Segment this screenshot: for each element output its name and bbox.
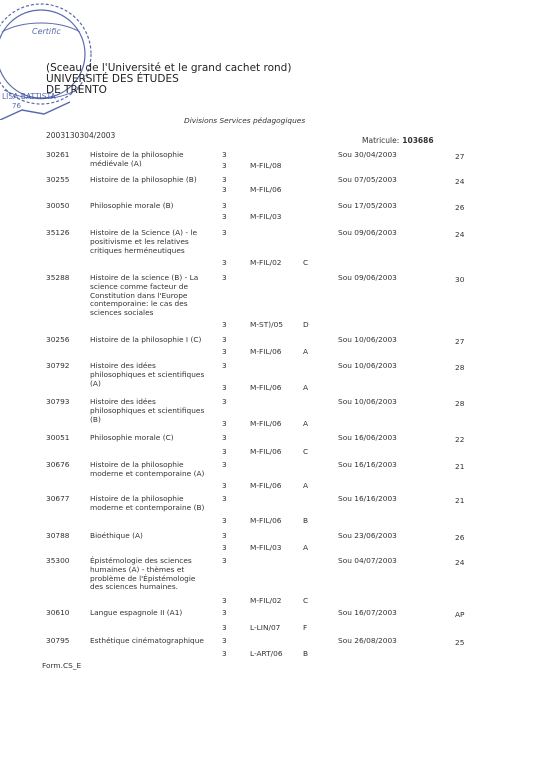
course-credits-2: 3 [222,649,227,658]
course-grade: 24 [455,177,465,186]
course-credits-1: 3 [222,150,227,159]
course-title: Histoire de la philosophie moderne et contemporaine (A) [90,460,205,478]
course-credits-1: 3 [222,361,227,370]
course-title: Histoire des idées philosophiques et scientifiques (B) [90,397,205,424]
seal-number: 76 [12,102,21,110]
course-level: A [303,543,309,552]
course-title: Histoire de la Science (A) - le positivisme et les relatives critiques herméneutiques [90,228,198,255]
course-title: Histoire de la science (B) - La science comme facteur de Constitution dans l'Europe contemporaine: le cas des sciences sociales [90,273,199,318]
matricule-value: 103686 [402,136,434,145]
course-level: C [303,258,309,267]
course-credits-1: 3 [222,433,227,442]
course-grade: 27 [455,152,465,161]
course-grade: 21 [455,462,465,471]
course-level: C [303,596,309,605]
university-seal [0,2,100,120]
course-exam-date: Sou 04/07/2003 [338,556,397,565]
form-code: Form.CS_E [42,661,82,670]
course-credits-2: 3 [222,543,227,552]
course-credits-2: 3 [222,320,227,329]
course-credits-1: 3 [222,228,227,237]
course-exam-date: Sou 23/06/2003 [338,531,397,540]
course-level: F [303,623,308,632]
course-ssd: L-LIN/07 [250,623,281,632]
course-credits-2: 3 [222,185,227,194]
course-credits-2: 3 [222,419,227,428]
course-exam-date: Sou 16/06/2003 [338,433,397,442]
course-credits-2: 3 [222,516,227,525]
course-credits-2: 3 [222,623,227,632]
course-code: 30261 [46,150,70,159]
course-ssd: M-FIL/06 [250,447,282,456]
course-code: 30050 [46,201,70,210]
course-ssd: M-FIL/03 [250,543,282,552]
course-code: 30795 [46,636,70,645]
course-credits-1: 3 [222,397,227,406]
course-credits-2: 3 [222,596,227,605]
course-title: Histoire de la philosophie médiévale (A) [90,150,184,168]
course-grade: 24 [455,230,465,239]
university-name-line1: UNIVERSITÉ DES ÉTUDES [46,73,179,85]
course-grade: 26 [455,533,465,542]
course-code: 30051 [46,433,70,442]
course-code: 30788 [46,531,70,540]
course-grade: 27 [455,337,465,346]
course-exam-date: Sou 30/04/2003 [338,150,397,159]
course-credits-2: 3 [222,481,227,490]
course-code: 30256 [46,335,70,344]
course-title: Épistémologie des sciences humaines (A) - thèmes et problème de l'Épistémologie des sciences humaines. [90,556,196,592]
course-ssd: M-FIL/06 [250,347,282,356]
course-exam-date: Sou 26/08/2003 [338,636,397,645]
course-credits-1: 3 [222,201,227,210]
matricule [362,136,434,145]
course-title: Histoire des idées philosophiques et scientifiques (A) [90,361,205,388]
division-label: Divisions Services pédagogiques [184,116,306,125]
course-credits-1: 3 [222,531,227,540]
course-grade: 28 [455,363,465,372]
course-level: A [303,383,309,392]
course-exam-date: Sou 17/05/2003 [338,201,397,210]
university-name-line2: DE TRENTO [46,84,107,96]
course-credits-2: 3 [222,258,227,267]
seal-name: LISA BATTISTA [2,92,56,101]
course-ssd: M-FIL/06 [250,481,282,490]
course-exam-date: Sou 10/06/2003 [338,361,397,370]
course-grade: 21 [455,496,465,505]
course-code: 30793 [46,397,70,406]
course-grade: 26 [455,203,465,212]
course-title: Histoire de la philosophie I (C) [90,335,202,344]
course-exam-date: Sou 07/05/2003 [338,175,397,184]
course-code: 35126 [46,228,70,237]
course-ssd: M-FIL/08 [250,161,282,170]
course-code: 30792 [46,361,70,370]
course-grade: 24 [455,558,465,567]
seal-note: (Sceau de l'Université et le grand cachet rond) [46,62,292,74]
course-title: Langue espagnole II (A1) [90,608,183,617]
course-credits-1: 3 [222,460,227,469]
course-grade: 22 [455,435,465,444]
course-exam-date: Sou 16/16/2003 [338,460,397,469]
course-level: B [303,649,309,658]
course-credits-1: 3 [222,556,227,565]
course-grade: AP [455,610,465,619]
course-level: A [303,481,309,490]
course-grade: 28 [455,399,465,408]
course-ssd: M-FIL/02 [250,596,282,605]
course-code: 30255 [46,175,70,184]
course-title: Philosophie morale (B) [90,201,174,210]
course-credits-1: 3 [222,335,227,344]
course-ssd: M-FIL/03 [250,212,282,221]
course-title: Histoire de la philosophie moderne et contemporaine (B) [90,494,205,512]
course-level: D [303,320,309,329]
course-credits-2: 3 [222,212,227,221]
course-ssd: M-FIL/06 [250,185,282,194]
course-code: 35288 [46,273,70,282]
course-code: 30677 [46,494,70,503]
course-title: Histoire de la philosophie (B) [90,175,197,184]
course-exam-date: Sou 09/06/2003 [338,228,397,237]
course-ssd: M-FIL/06 [250,419,282,428]
course-credits-1: 3 [222,175,227,184]
course-credits-2: 3 [222,161,227,170]
course-ssd: M-FIL/06 [250,516,282,525]
course-credits-1: 3 [222,494,227,503]
course-credits-2: 3 [222,447,227,456]
course-title: Bioéthique (A) [90,531,143,540]
course-credits-2: 3 [222,347,227,356]
course-code: 30676 [46,460,70,469]
course-code: 30610 [46,608,70,617]
course-exam-date: Sou 10/06/2003 [338,335,397,344]
course-grade: 30 [455,275,465,284]
course-level: B [303,516,309,525]
course-ssd: M-FIL/02 [250,258,282,267]
course-level: C [303,447,309,456]
course-grade: 25 [455,638,465,647]
course-exam-date: Sou 16/16/2003 [338,494,397,503]
course-ssd: M-ST)/05 [250,320,284,329]
matricule-label: Matricule: [362,136,400,145]
seal-text-mark: Certific [32,27,61,36]
course-credits-1: 3 [222,608,227,617]
course-code: 35300 [46,556,70,565]
course-title: Esthétique cinématographique [90,636,204,645]
course-title: Philosophie morale (C) [90,433,174,442]
course-exam-date: Sou 16/07/2003 [338,608,397,617]
course-exam-date: Sou 10/06/2003 [338,397,397,406]
course-ssd: M-FIL/06 [250,383,282,392]
course-credits-1: 3 [222,273,227,282]
document-header [46,63,291,96]
course-exam-date: Sou 09/06/2003 [338,273,397,282]
course-level: A [303,347,309,356]
course-level: A [303,419,309,428]
reference-number: 2003130304/2003 [46,131,116,140]
course-ssd: L-ART/06 [250,649,283,658]
course-credits-1: 3 [222,636,227,645]
course-credits-2: 3 [222,383,227,392]
